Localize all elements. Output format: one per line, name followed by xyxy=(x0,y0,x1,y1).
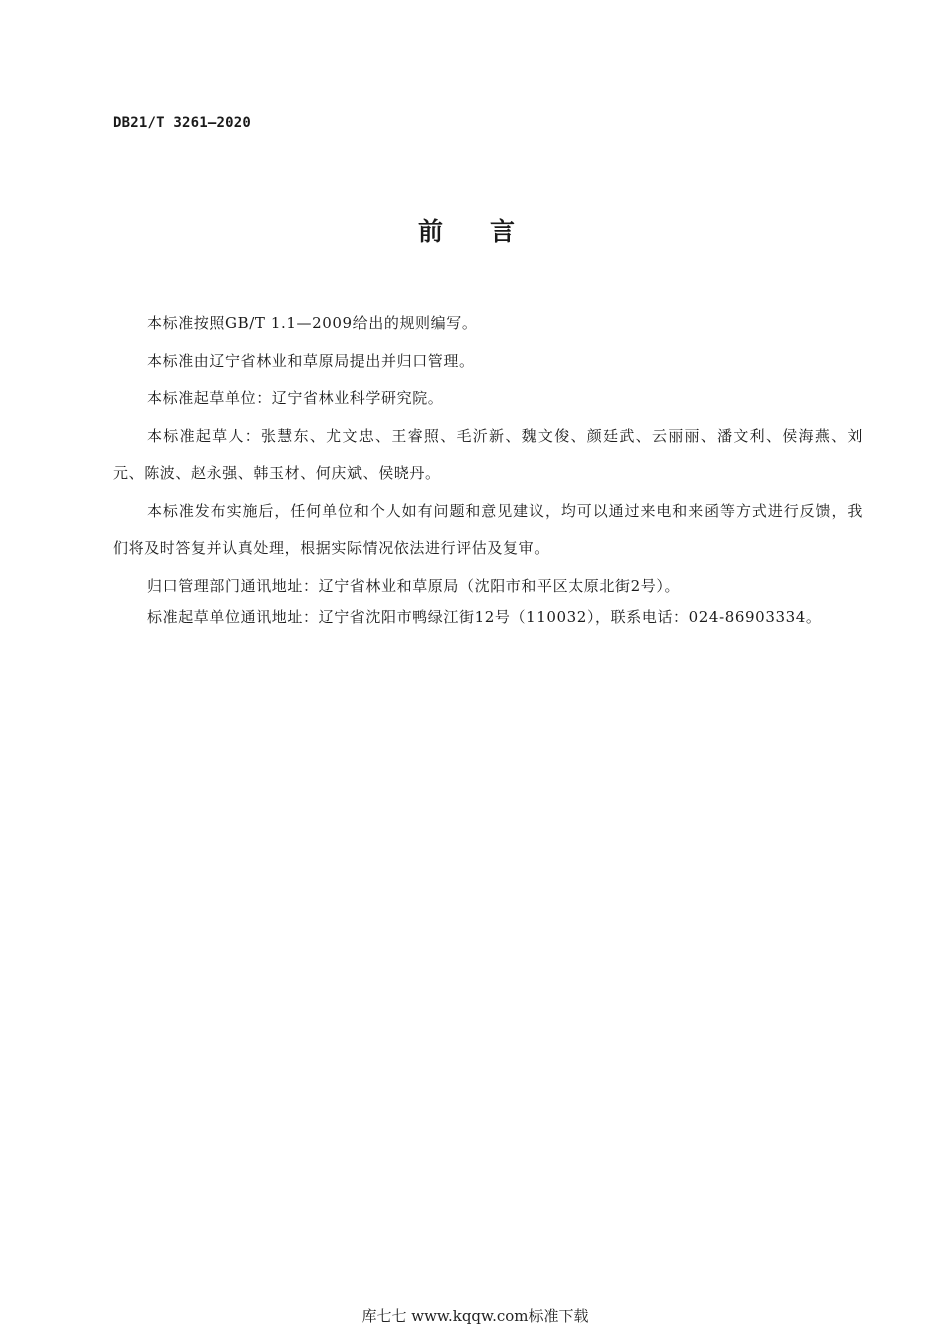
paragraph-drafters: 本标准起草人：张慧东、尤文忠、王睿照、毛沂新、魏文俊、颜廷武、云丽丽、潘文利、侯海燕、刘元、陈波、赵永强、韩玉材、何庆斌、侯晓丹。 xyxy=(113,426,863,482)
paragraph-proposer: 本标准由辽宁省林业和草原局提出并归口管理。 xyxy=(147,351,475,370)
footer-watermark: 库七七 www.kqqw.com标准下载 xyxy=(361,1307,589,1325)
paragraph-drafting-rules: 本标准按照GB/T 1.1—2009给出的规则编写。 xyxy=(147,314,478,332)
foreword-body xyxy=(113,305,863,633)
paragraph-feedback: 本标准发布实施后，任何单位和个人如有问题和意见建议，均可以通过来电和来函等方式进行反馈，我们将及时答复并认真处理，根据实际情况依法进行评估及复审。 xyxy=(113,501,863,557)
paragraph-drafter-address: 标准起草单位通讯地址：辽宁省沈阳市鸭绿江街12号（110032），联系电话：024-86903334。 xyxy=(147,607,822,626)
page-title: 前言 xyxy=(417,217,562,246)
paragraph-drafting-unit: 本标准起草单位：辽宁省林业科学研究院。 xyxy=(147,389,444,407)
document-code: DB21/T 3261—2020 xyxy=(113,115,252,131)
paragraph-admin-address: 归口管理部门通讯地址：辽宁省林业和草原局（沈阳市和平区太原北街2号）。 xyxy=(147,576,681,595)
